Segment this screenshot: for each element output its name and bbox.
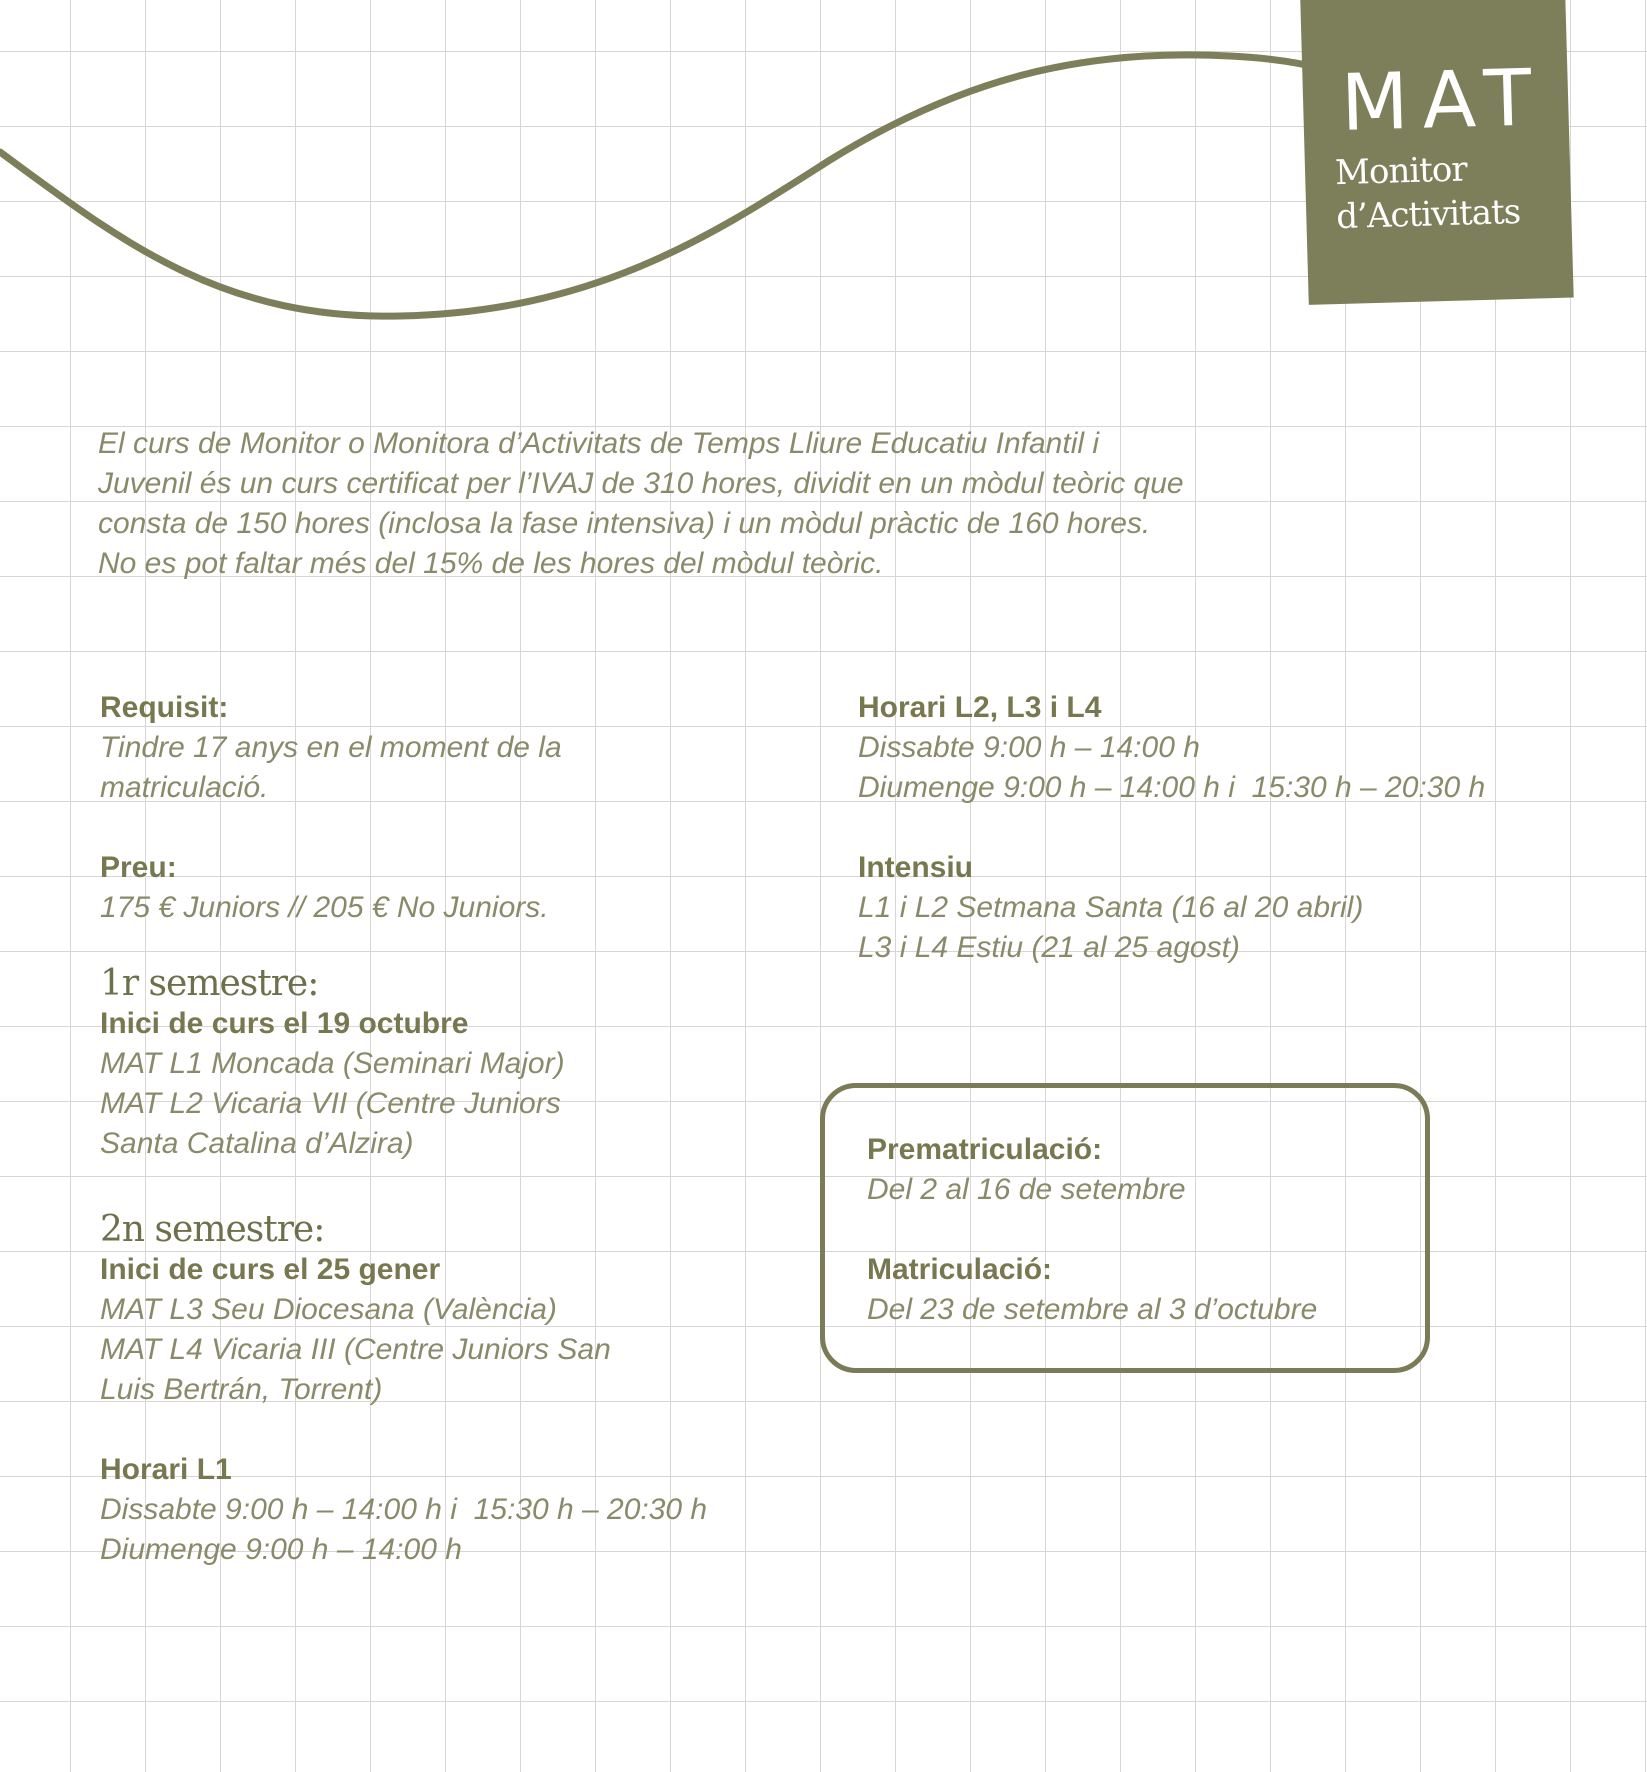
horari-l1-line: Dissabte 9:00 h – 14:00 h i 15:30 h – 20:30 h: [100, 1493, 708, 1526]
right-column: [858, 688, 1618, 968]
semester-2-line: MAT L4 Vicaria III (Centre Juniors San: [100, 1333, 611, 1366]
semester-1-line: MAT L2 Vicaria VII (Centre Juniors: [100, 1087, 561, 1120]
semester-2-line: Luis Bertrán, Torrent): [100, 1373, 383, 1406]
requisit-value: Tindre 17 anys en el moment de la: [100, 731, 562, 764]
semester-1-title: 1r semestre:: [100, 963, 319, 1004]
intro-line: No es pot faltar més del 15% de les hores del mòdul teòric.: [98, 547, 884, 580]
badge-subtitle: [1335, 144, 1577, 239]
semester-2-title: 2n semestre:: [100, 1209, 325, 1250]
semester-2-line: MAT L3 Seu Diocesana (València): [100, 1293, 557, 1326]
requisit-label: Requisit:: [100, 691, 229, 724]
intensiu-line: L1 i L2 Setmana Santa (16 al 20 abril): [858, 891, 1364, 924]
matricula-label: Matriculació:: [867, 1253, 1053, 1286]
enrolment-dates-box: [820, 1083, 1430, 1373]
semester-1-start: Inici de curs el 19 octubre: [100, 1007, 469, 1040]
intro-line: El curs de Monitor o Monitora d’Activitats de Temps Lliure Educatiu Infantil i: [98, 427, 1100, 460]
preu-label: Preu:: [100, 851, 177, 884]
semester-1-line: MAT L1 Moncada (Seminari Major): [100, 1047, 565, 1080]
semester-1-line: Santa Catalina d’Alzira): [100, 1127, 414, 1160]
horari-l1-line: Diumenge 9:00 h – 14:00 h: [100, 1533, 462, 1566]
horari-l1-label: Horari L1: [100, 1453, 232, 1486]
intensiu-label: Intensiu: [858, 851, 974, 884]
horari-l234-line: Dissabte 9:00 h – 14:00 h: [858, 731, 1200, 764]
intro-paragraph: [98, 424, 1240, 584]
badge-line-2: d’Activitats: [1335, 191, 1521, 238]
badge-line-1: Monitor: [1334, 149, 1468, 194]
intensiu-line: L3 i L4 Estiu (21 al 25 agost): [858, 931, 1240, 964]
semester-2-start: Inici de curs el 25 gener: [100, 1253, 441, 1286]
course-badge: [1300, 0, 1574, 305]
prematricula-value: Del 2 al 16 de setembre: [867, 1173, 1186, 1206]
left-column: [100, 688, 800, 1570]
horari-l234-label: Horari L2, L3 i L4: [858, 691, 1102, 724]
preu-value: 175 € Juniors // 205 € No Juniors.: [100, 891, 549, 924]
horari-l234-line: Diumenge 9:00 h – 14:00 h i 15:30 h – 20:30 h: [858, 771, 1486, 804]
requisit-value: matriculació.: [100, 771, 269, 804]
prematricula-label: Prematriculació:: [867, 1133, 1103, 1166]
badge-code: MAT: [1339, 53, 1547, 149]
matricula-value: Del 23 de setembre al 3 d’octubre: [867, 1293, 1318, 1326]
intro-line: consta de 150 hores (inclosa la fase intensiva) i un mòdul pràctic de 160 hores.: [98, 507, 1151, 540]
intro-line: Juvenil és un curs certificat per l’IVAJ de 310 hores, dividit en un mòdul teòric que: [98, 467, 1184, 500]
